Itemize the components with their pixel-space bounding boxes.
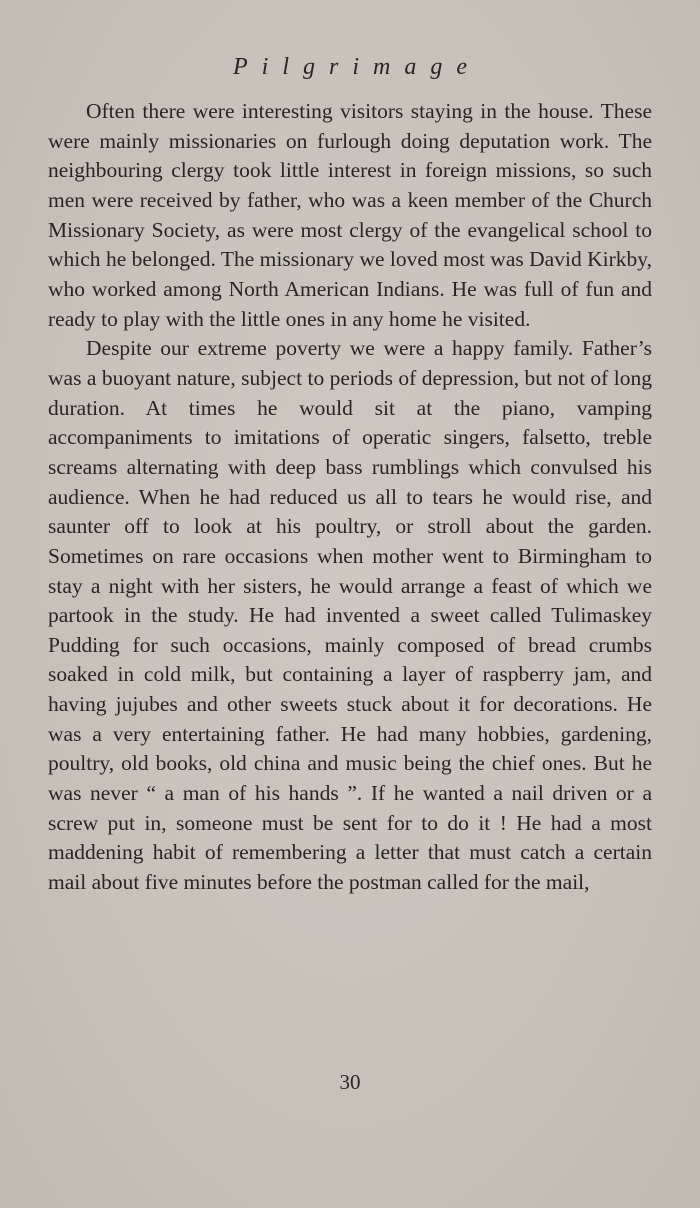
running-head: Pilgrimage	[233, 54, 481, 80]
paragraph-happy-family: Despite our extreme poverty we were a happy family. Father’s was a buoyant nature, subject to periods of depression, but not of long duration. At times he would sit at the piano, vamping accompaniments to imitations of operatic singers, falsetto, treble screams alternating with deep bass rumblings which convulsed his audience. When he had reduced us all to tears he would rise, and saunter off to look at his poultry, or stroll about the garden. Sometimes on rare occasions when mother went to Birmingham to stay a night with her sisters, he would arrange a feast of which we partook in the study. He had invented a sweet called Tulimaskey Pudding for such occasions, mainly composed of bread crumbs soaked in cold milk, but containing a layer of raspberry jam, and having jujubes and other sweets stuck about it for decorations. He was a very entertaining father. He had many hobbies, gardening, poultry, old books, old china and music being the chief ones. But he was never “ a man of his hands ”. If he wanted a nail driven or a screw put in, someone must be sent for to do it ! He had a most maddening habit of remembering a letter that must catch a certain mail about five minutes before the postman called for the mail,	[48, 336, 652, 895]
paragraph-visitors: Often there were interesting visitors staying in the house. These were mainly missionaries on furlough doing deputation work. The neighbouring clergy took little interest in foreign missions, so such men were received by father, who was a keen member of the Church Missionary Society, as were most clergy of the evangelical school to which he belonged. The missionary we loved most was David Kirkby, who worked among North American Indians. He was full of fun and ready to play with the little ones in any home he visited.	[48, 99, 652, 331]
page-number: 30	[339, 1070, 361, 1094]
body-text	[48, 97, 652, 898]
